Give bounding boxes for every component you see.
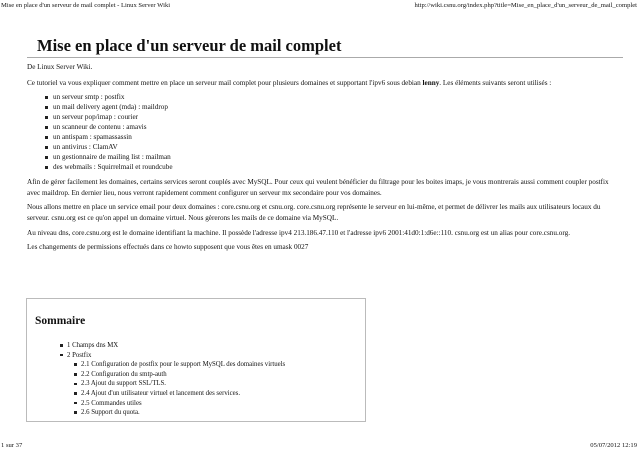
- print-footer: [0, 440, 638, 452]
- list-item: un mail delivery agent (mda) : maildrop: [43, 102, 623, 112]
- list-item: un scanneur de contenu : amavis: [43, 122, 623, 132]
- list-item: un antispam : spamassassin: [43, 132, 623, 142]
- toc-sublist: [73, 360, 285, 418]
- toc-subitem-virtual-user[interactable]: 2.4 Ajout d'un utilisateur virtuel et lancement des services.: [73, 389, 285, 399]
- toc-sublist-wrapper: [59, 360, 285, 418]
- toc-subitem-ssl-tls[interactable]: 2.3 Ajout du support SSL/TLS.: [73, 379, 285, 389]
- print-header-title: Mise en place d'un serveur de mail complet - Linux Server Wiki: [1, 2, 171, 9]
- toc-subitem-commands[interactable]: 2.5 Commandes utiles: [73, 399, 285, 409]
- toc-subitem-mysql[interactable]: 2.1 Configuration de postfix pour le support MySQL des domaines virtuels: [73, 360, 285, 370]
- umask-paragraph: Les changements de permissions effectués dans ce howto supposent que vous êtes en umask 0027: [27, 243, 309, 252]
- page-number: 1 sur 37: [1, 442, 23, 449]
- toc-item-postfix[interactable]: 2 Postfix: [59, 351, 285, 361]
- article-source: De Linux Server Wiki.: [27, 63, 93, 71]
- title-divider: [27, 57, 623, 58]
- dns-paragraph: Au niveau dns, core.csnu.org est le domaine identifiant la machine. Il possède l'adresse ipv4 213.186.47.110 et l'adresse ipv6 2001:41d0:1:d6e::110. csnu.org est un alias pour core.csnu.org.: [27, 228, 570, 237]
- list-item: un serveur pop/imap : courier: [43, 112, 623, 122]
- domains-paragraph: Nous allons mettre en place un service email pour deux domaines : core.csnu.org et csnu.org. core.csnu.org représente le serveur en lui-même, et permet de délivrer les mails aux utilisateurs locaux du serveur. csnu.org est ce qu'on appel un domaine virtuel. Nous gèrerons les mails de ce domaine via MySQL.: [27, 203, 601, 222]
- toc-subitem-smtp-auth[interactable]: 2.2 Configuration du smtp-auth: [73, 370, 285, 380]
- table-of-contents: [26, 298, 366, 422]
- feature-list: [27, 92, 623, 172]
- intro-bold: lenny: [422, 78, 440, 87]
- print-header-url: http://wiki.csnu.org/index.php?title=Mise_en_place_d'un_serveur_de_mail_complet: [414, 2, 637, 9]
- intro-paragraph: [27, 78, 623, 89]
- list-item: un serveur smtp : postfix: [43, 92, 623, 102]
- list-item: des webmails : Squirrelmail et roundcube: [43, 162, 623, 172]
- print-timestamp: 05/07/2012 12:19: [590, 442, 637, 449]
- toc-title: Sommaire: [35, 315, 86, 327]
- filter-paragraph: Afin de gérer facilement les domaines, certains services seront couplés avec MySQL. Pour ceux qui veulent bénéficier du filtrage pour les boites imaps, je vous montrerais aussi comment coupler postfix avec maildrop. En dernier lieu, nous verront rapidement comment configurer un serveur mx secondaire pour vos domaines.: [27, 178, 609, 197]
- toc-subitem-quota[interactable]: 2.6 Support du quota.: [73, 408, 285, 418]
- toc-item-dns-mx[interactable]: 1 Champs dns MX: [59, 341, 285, 351]
- print-header: [0, 0, 638, 14]
- intro-text: Ce tutoriel va vous expliquer comment mettre en place un serveur mail complet pour plusieurs domaines et supportant l'ipv6 sous debian: [27, 78, 423, 87]
- page-title: Mise en place d'un serveur de mail complet: [37, 36, 342, 55]
- list-item: un gestionnaire de mailing list : mailman: [43, 152, 623, 162]
- article: [27, 36, 623, 257]
- list-item: un antivirus : ClamAV: [43, 142, 623, 152]
- toc-list: [59, 341, 285, 418]
- intro-text-end: . Les éléments suivants seront utilisés :: [439, 78, 552, 87]
